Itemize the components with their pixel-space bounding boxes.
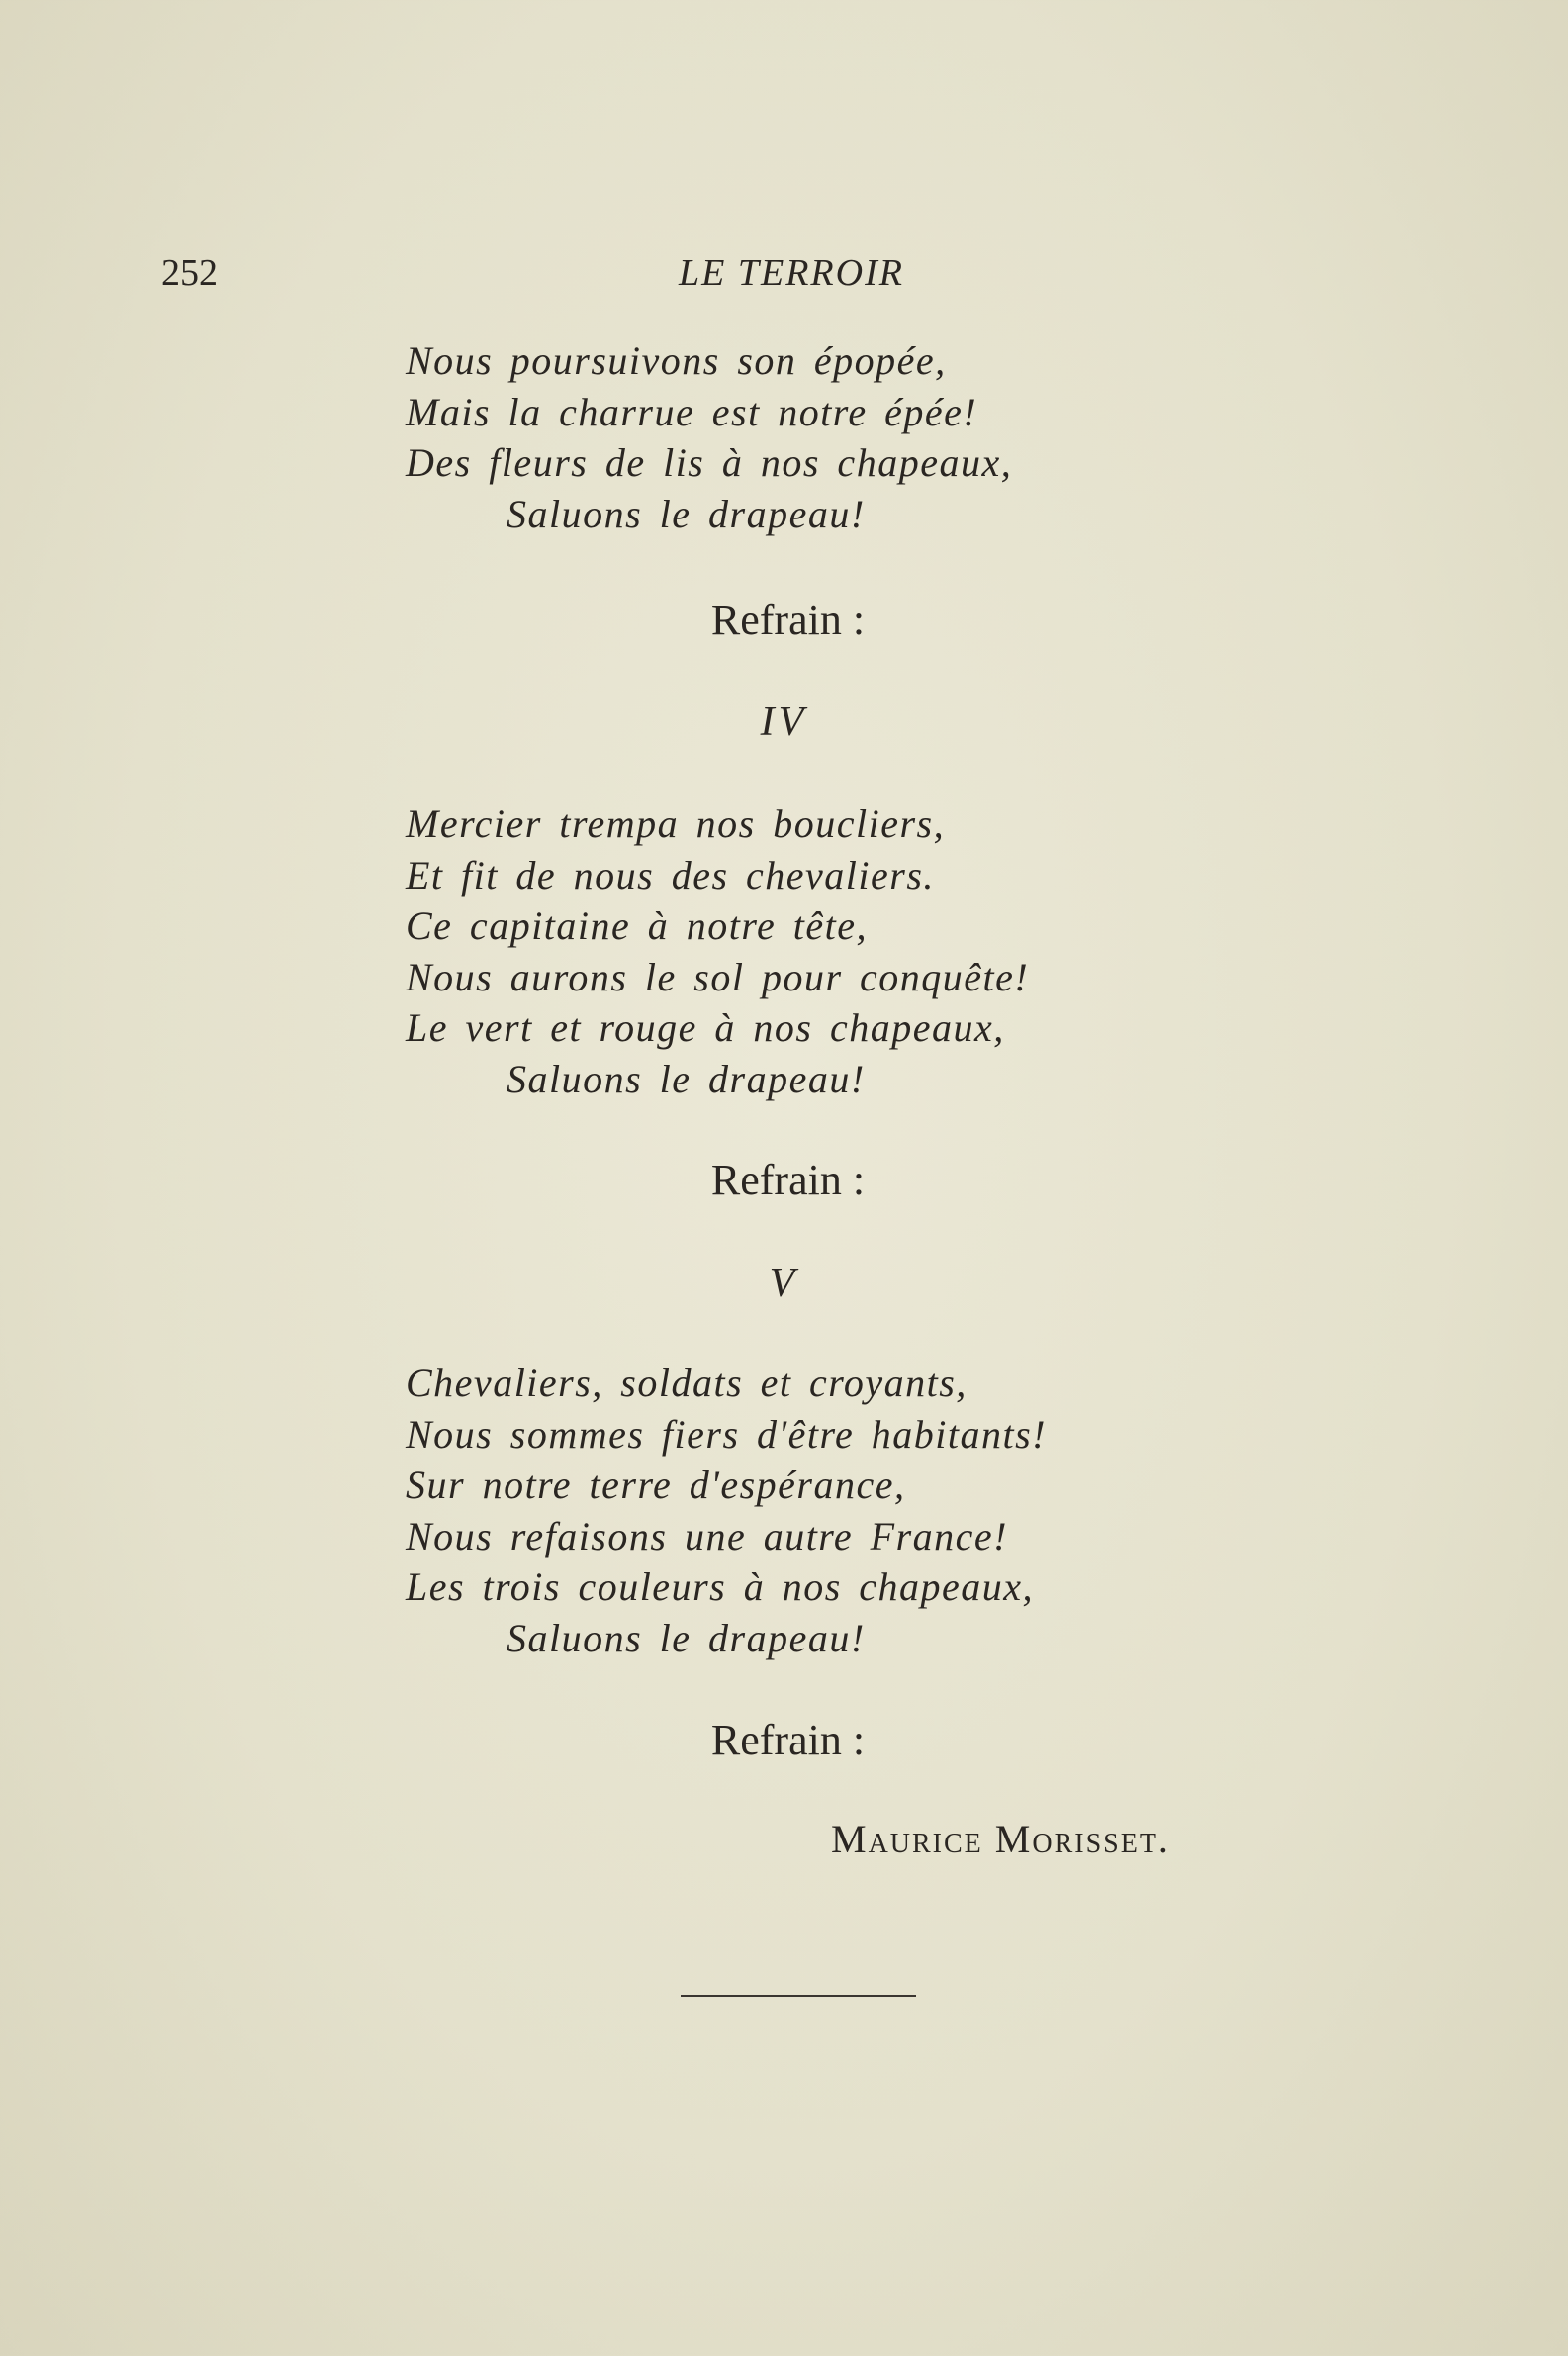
verse-line: Chevaliers, soldats et croyants, [406,1361,968,1405]
section-numeral-v: V [769,1261,799,1306]
verse-line-indented: Saluons le drapeau! [507,1615,866,1660]
refrain-label: Refrain : [710,596,866,644]
refrain-label: Refrain : [710,1156,866,1204]
verse-line: Le vert et rouge à nos chapeaux, [406,1005,1005,1050]
verse-line: Et fit de nous des chevaliers. [406,852,935,897]
verse-line: Nous poursuivons son épopée, [406,338,947,383]
refrain-label: Refrain : [710,1716,866,1764]
stanza-continued [406,335,1012,539]
verse-line: Nous refaisons une autre France! [406,1513,1008,1558]
stanza-v [406,1358,1047,1663]
running-head: LE TERROIR [679,252,904,294]
author-signature: Maurice Morisset. [831,1817,1170,1861]
verse-line: Nous sommes fiers d'être habitants! [406,1411,1048,1457]
verse-line: Sur notre terre d'espérance, [406,1462,906,1507]
verse-line: Les trois couleurs à nos chapeaux, [406,1564,1035,1609]
page-number: 252 [161,252,218,294]
end-rule [681,1995,916,1997]
verse-line-indented: Saluons le drapeau! [507,1056,866,1101]
stanza-iv [406,799,1029,1104]
section-numeral-iv: IV [760,700,808,745]
verse-line: Nous aurons le sol pour conquête! [406,954,1030,999]
verse-line: Mercier trempa nos boucliers, [406,801,946,846]
verse-line: Des fleurs de lis à nos chapeaux, [406,440,1013,485]
verse-line-indented: Saluons le drapeau! [507,491,866,536]
verse-line: Ce capitaine à notre tête, [406,903,868,948]
verse-line: Mais la charrue est notre épée! [406,389,978,434]
